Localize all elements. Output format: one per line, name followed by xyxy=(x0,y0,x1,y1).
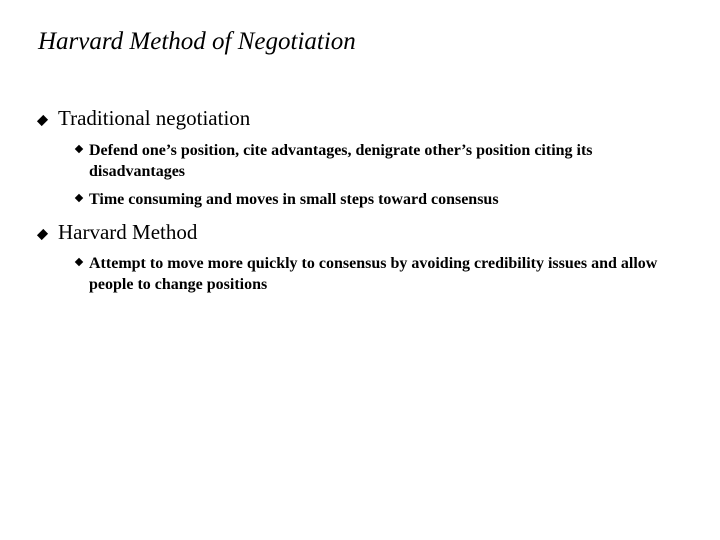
subbullet-time-consuming xyxy=(72,189,672,210)
subbullet-attempt-to-move xyxy=(72,253,672,295)
subbullet-text: Defend one’s position, cite advantages, denigrate other’s position citing its disadvantages xyxy=(89,142,593,180)
diamond-bullet-icon xyxy=(37,229,48,240)
subbullet-defend-position xyxy=(72,140,672,182)
diamond-bullet-icon xyxy=(75,194,83,202)
bullet-label: Traditional negotiation xyxy=(58,106,251,130)
subbullet-text: Time consuming and moves in small steps toward consensus xyxy=(89,191,499,208)
diamond-bullet-icon xyxy=(75,145,83,153)
bullet-label: Harvard Method xyxy=(58,220,198,244)
diamond-bullet-icon xyxy=(37,115,48,126)
subbullet-text: Attempt to move more quickly to consensus by avoiding credibility issues and allow people to change positions xyxy=(89,255,658,293)
diamond-bullet-icon xyxy=(75,258,83,266)
slide-title: Harvard Method of Negotiation xyxy=(38,28,356,55)
